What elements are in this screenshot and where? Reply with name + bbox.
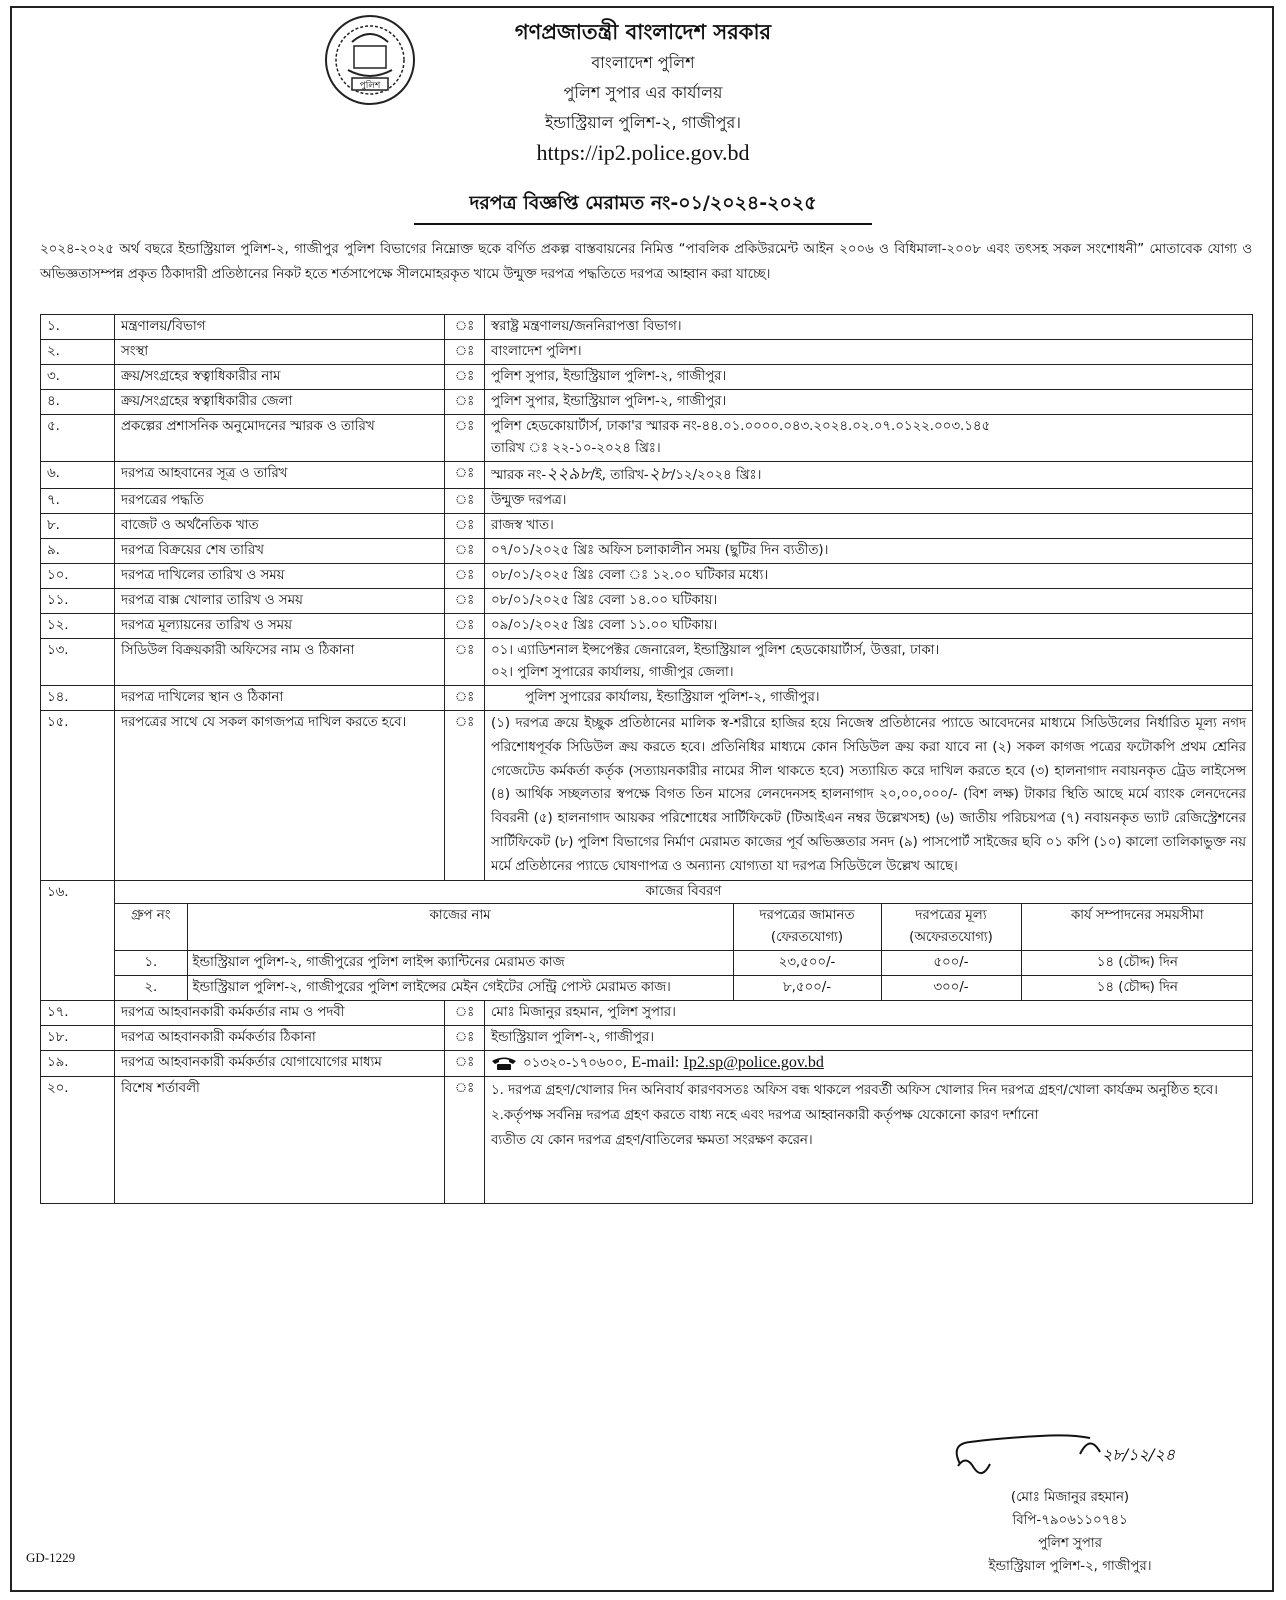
- row-value: উন্মুক্ত দরপত্র।: [485, 489, 1253, 514]
- works-name: ইন্ডাস্ট্রিয়াল পুলিশ-২, গাজীপুরের পুলিশ লাইন্স ক্যান্টিনের মেরামত কাজ: [187, 950, 733, 975]
- row-value: ০৮/০১/২০২৫ খ্রিঃ বেলা ১৪.০০ ঘটিকায়।: [485, 589, 1253, 614]
- tender-table: [40, 314, 1253, 1204]
- table-row: [41, 564, 1253, 589]
- row-label: বাজেট ও অর্থনৈতিক খাত: [115, 514, 445, 539]
- works-row: [115, 950, 1253, 975]
- row-number: ৭.: [41, 489, 115, 514]
- row-label: প্রকল্পের প্রশাসনিক অনুমোদনের স্মারক ও তারিখ: [115, 415, 445, 462]
- table-row: [41, 489, 1253, 514]
- works-group: ২.: [115, 975, 187, 1000]
- condition-1: ১. দরপত্র গ্রহণ/খোলার দিন অনিবার্য কারণবসতঃ অফিস বন্ধ থাকলে পরবর্তী অফিস খোলার দিন দরপত্র গ্রহণ/খোলা কার্যক্রম অনুষ্ঠিত হবে।: [491, 1082, 1218, 1098]
- table-row: [41, 340, 1253, 365]
- row-colon: ঃ: [445, 489, 485, 514]
- row-colon: ঃ: [445, 589, 485, 614]
- table-row: [41, 1076, 1253, 1203]
- table-row: [41, 589, 1253, 614]
- row-label: দরপত্র আহবানকারী কর্মকর্তার যোগাযোগের মাধ্যম: [115, 1050, 445, 1076]
- row-colon: ঃ: [445, 711, 485, 881]
- row-number: ১৪.: [41, 686, 115, 711]
- row-value: [485, 639, 1253, 686]
- row-value: পুলিশ সুপার, ইন্ডাস্ট্রিয়াল পুলিশ-২, গাজীপুর।: [485, 365, 1253, 390]
- row-value: স্বরাষ্ট্র মন্ত্রণালয়/জননিরাপত্তা বিভাগ।: [485, 315, 1253, 340]
- row-value: ইন্ডাস্ট্রিয়াল পুলিশ-২, গাজীপুর।: [485, 1025, 1253, 1050]
- row-value: ০৭/০১/২০২৫ খ্রিঃ অফিস চলাকালীন সময় (ছুটির দিন ব্যতীত)।: [485, 539, 1253, 564]
- row-colon: ঃ: [445, 315, 485, 340]
- works-cell: [115, 880, 1253, 1000]
- works-security: ৮,৫০০/-: [733, 975, 881, 1000]
- approval-memo: পুলিশ হেডকোয়ার্টার্স, ঢাকা'র স্মারক নং-৪৪.০১.০০০০.০৪৩.২০২৪.০২.০৭.০১২২.০০৩.১৪৫: [491, 419, 991, 434]
- row-number: ১১.: [41, 589, 115, 614]
- row-colon: ঃ: [445, 415, 485, 462]
- email-link[interactable]: Ip2.sp@police.gov.bd: [683, 1053, 824, 1071]
- works-price: ৫০০/-: [881, 950, 1021, 975]
- row-label: বিশেষ শর্তাবলী: [115, 1076, 445, 1203]
- row-colon: ঃ: [445, 1025, 485, 1050]
- works-header: দরপত্রের জামানত (ফেরতযোগ্য): [733, 904, 881, 951]
- row-colon: ঃ: [445, 1050, 485, 1076]
- works-header-row: [115, 904, 1253, 951]
- row-number: ৬.: [41, 462, 115, 489]
- row-value: মোঃ মিজানুর রহমান, পুলিশ সুপার।: [485, 1000, 1253, 1025]
- header-government: গণপ্রজাতন্ত্রী বাংলাদেশ সরকার: [514, 20, 772, 44]
- works-header: দরপত্রের মূল্য (অফেরতযোগ্য): [881, 904, 1021, 951]
- handwritten-day: ২৮: [648, 464, 671, 484]
- works-group: ১.: [115, 950, 187, 975]
- works-duration: ১৪ (চৌদ্দ) দিন: [1021, 975, 1253, 1000]
- row-colon: ঃ: [445, 365, 485, 390]
- row-colon: ঃ: [445, 1000, 485, 1025]
- row-label: ক্রয়/সংগ্রহের স্বত্বাধিকারীর নাম: [115, 365, 445, 390]
- row-number: ১৩.: [41, 639, 115, 686]
- telephone-icon: [491, 1056, 517, 1070]
- row-label: সিডিউল বিক্রয়কারী অফিসের নাম ও ঠিকানা: [115, 639, 445, 686]
- table-row: [41, 315, 1253, 340]
- row-colon: ঃ: [445, 539, 485, 564]
- row-label: দরপত্রের পদ্ধতি: [115, 489, 445, 514]
- works-table: [115, 904, 1253, 1000]
- row-colon: ঃ: [445, 514, 485, 539]
- schedule-office-1: ০১। এ্যাডিশনাল ইন্সপেক্টর জেনারেল, ইন্ডাস্ট্রিয়াল পুলিশ হেডকোয়ার্টার্স, উত্তরা, ঢাকা।: [491, 643, 940, 658]
- row-colon: ঃ: [445, 564, 485, 589]
- header-unit: ইন্ডাস্ট্রিয়াল পুলিশ-২, গাজীপুর।: [544, 113, 742, 132]
- signatory-name: (মোঃ মিজানুর রহমান): [1010, 1490, 1130, 1505]
- row-label: দরপত্রের সাথে যে সকল কাগজপত্র দাখিল করতে হবে।: [115, 711, 445, 881]
- memo-middle: /ই, তারিখ-: [590, 468, 649, 483]
- row-number: ১০.: [41, 564, 115, 589]
- condition-3: ব্যতীত যে কোন দরপত্র গ্রহণ/বাতিলের ক্ষমতা সংরক্ষণ করেন।: [491, 1132, 813, 1148]
- row-value: ০৯/০১/২০২৫ খ্রিঃ বেলা ১১.০০ ঘটিকায়।: [485, 614, 1253, 639]
- row-value: [485, 415, 1253, 462]
- row-label: সংস্থা: [115, 340, 445, 365]
- row-number: ১৯.: [41, 1050, 115, 1076]
- header-police: বাংলাদেশ পুলিশ: [591, 53, 695, 72]
- row-number: ৮.: [41, 514, 115, 539]
- memo-prefix: স্মারক নং-: [491, 468, 547, 483]
- svg-text:পুলিশ: পুলিশ: [359, 81, 381, 91]
- row-number: ৩.: [41, 365, 115, 390]
- table-row: [41, 365, 1253, 390]
- row-colon: ঃ: [445, 639, 485, 686]
- row-value: রাজস্ব খাত।: [485, 514, 1253, 539]
- table-row: [41, 539, 1253, 564]
- row-label: দরপত্র দাখিলের স্থান ও ঠিকানা: [115, 686, 445, 711]
- row-label: ক্রয়/সংগ্রহের স্বত্বাধিকারীর জেলা: [115, 390, 445, 415]
- handwritten-signature: [930, 1424, 1180, 1486]
- row-value: বাংলাদেশ পুলিশ।: [485, 340, 1253, 365]
- signatory-designation: পুলিশ সুপার: [1038, 1536, 1102, 1551]
- row-label: দরপত্র আহবানকারী কর্মকর্তার ঠিকানা: [115, 1025, 445, 1050]
- row-colon: ঃ: [445, 1076, 485, 1203]
- row-label: দরপত্র মূল্যায়নের তারিখ ও সময়: [115, 614, 445, 639]
- table-row: [41, 390, 1253, 415]
- row-value: ০৮/০১/২০২৫ খ্রিঃ বেলা ঃ ১২.০০ ঘটিকার মধ্যে।: [485, 564, 1253, 589]
- works-name: ইন্ডাস্ট্রিয়াল পুলিশ-২, গাজীপুরের পুলিশ লাইন্সের মেইন গেইটের সেন্ট্রি পোস্ট মেরামত কাজ।: [187, 975, 733, 1000]
- row-number: ১৮.: [41, 1025, 115, 1050]
- row-number: ৫.: [41, 415, 115, 462]
- row-value: (১) দরপত্র ক্রয়ে ইচ্ছুক প্রতিষ্ঠানের মালিক স্ব-শরীরে হাজির হয়ে নিজেস্ব প্রতিষ্ঠানের প্যাডে আবেদনের মাধ্যমে সিডিউলের নির্ধারিত মূল্য নগদ পরিশোধপূর্বক সিডিউল ক্রয় করতে হবে। প্রতিনিধির মাধ্যমে কোন সিডিউল ক্রয় করা যাবে না (২) সকল কাগজ পত্রের ফটোকপি প্রথম শ্রেনির গেজেটেড কর্মকর্তা কর্তৃক (সত্যায়নকারীর নামের সীল থাকতে হবে) সত্যায়িত করে দাখিল করতে হবে (৩) হালনাগাদ নবায়নকৃত ট্রেড লাইসেন্স (৪) আর্থিক সচ্ছলতার স্বপক্ষে বিগত তিন মাসের লেনদেনসহ হালনাগাদ ২০,০০,০০০/- (বিশ লক্ষ) টাকার স্থিতি আছে মর্মে ব্যাংক লেনদেনের বিবরনী (৫) হালনাগাদ আয়কর পরিশোধের সার্টিফিকেট (টিআইএন নম্বর উল্লেখসহ) (৬) জাতীয় পরিচয়পত্র (৭) নবায়নকৃত ভ্যাট রেজিস্ট্রেশনের সার্টিফিকেট (৮) পুলিশ বিভাগের নির্মাণ মেরামত কাজের পূর্ব অভিজ্ঞতার সনদ (৯) পাসপোর্ট সাইজের ছবি ০১ কপি (১০) কালো তালিকাভুক্ত নয় মর্মে প্রতিষ্ঠানের প্যাডে ঘোষণাপত্র ও অন্যান্য যোগ্যতা যা দরপত্র সিডিউলে উল্লেখ আছে।: [485, 711, 1253, 881]
- row-number: ১৬.: [41, 880, 115, 1000]
- row-value: [485, 1050, 1253, 1076]
- schedule-office-2: ০২। পুলিশ সুপারের কার্যালয়, গাজীপুর জেলা।: [491, 665, 734, 680]
- row-label: দরপত্র বিক্রয়ের শেষ তারিখ: [115, 539, 445, 564]
- works-security: ২৩,৫০০/-: [733, 950, 881, 975]
- phone-number: ০১৩২০-১৭০৬০০,: [523, 1055, 628, 1071]
- row-number: ১.: [41, 315, 115, 340]
- row-label: দরপত্র দাখিলের তারিখ ও সময়: [115, 564, 445, 589]
- works-header: গ্রুপ নং: [115, 904, 187, 951]
- table-row: [41, 415, 1253, 462]
- row-number: ৪.: [41, 390, 115, 415]
- table-row: [41, 686, 1253, 711]
- row-colon: ঃ: [445, 686, 485, 711]
- works-header: কাজের নাম: [187, 904, 733, 951]
- table-row: [41, 462, 1253, 489]
- table-row: [41, 711, 1253, 881]
- row-colon: ঃ: [445, 462, 485, 489]
- row-label: দরপত্র আহবানের সূত্র ও তারিখ: [115, 462, 445, 489]
- table-row: [41, 1000, 1253, 1025]
- memo-suffix: /১২/২০২৪ খ্রিঃ।: [670, 468, 762, 483]
- notice-title: দরপত্র বিজ্ঞপ্তি মেরামত নং-০১/২০২৪-২০২৫: [414, 189, 872, 225]
- row-number: ১৭.: [41, 1000, 115, 1025]
- svg-text:২৮/১২/২৪: ২৮/১২/২৪: [1102, 1445, 1176, 1464]
- row-label: দরপত্র আহবানকারী কর্মকর্তার নাম ও পদবী: [115, 1000, 445, 1025]
- row-colon: ঃ: [445, 390, 485, 415]
- footer-code: GD-1229: [26, 1550, 76, 1565]
- email-label: E-mail:: [631, 1053, 680, 1071]
- approval-date: তারিখ ঃ ২২-১০-২০২৪ খ্রিঃ।: [491, 441, 661, 456]
- works-header: কার্য সম্পাদনের সময়সীমা: [1021, 904, 1253, 951]
- row-number: ২.: [41, 340, 115, 365]
- header-website-link[interactable]: https://ip2.police.gov.bd: [536, 140, 750, 165]
- works-row: [115, 975, 1253, 1000]
- row-value: পুলিশ সুপারের কার্যালয়, ইন্ডাস্ট্রিয়াল পুলিশ-২, গাজীপুর।: [485, 686, 1253, 711]
- signature-block: [900, 1486, 1240, 1578]
- row-number: ১২.: [41, 614, 115, 639]
- table-row: [41, 639, 1253, 686]
- table-row: [41, 1050, 1253, 1076]
- signatory-office: ইন্ডাস্ট্রিয়াল পুলিশ-২, গাজীপুর।: [988, 1559, 1152, 1574]
- intro-paragraph: ২০২৪-২০২৫ অর্থ বছরে ইন্ডাস্ট্রিয়াল পুলিশ-২, গাজীপুর পুলিশ বিভাগের নিম্নোক্ত ছকে বর্ণিত প্রকল্প বাস্তবায়নের নিমিত্ত “পাবলিক প্রকিউরমেন্ট আইন ২০০৬ ও বিধিমালা-২০০৮ এবং তৎসহ সকল সংশোধনী” মোতাবেক যোগ্য ও অভিজ্ঞতাসম্পন্ন প্রকৃত ঠিকাদারী প্রতিষ্ঠানের নিকট হতে শর্তসাপেক্ষে সীলমোহরকৃত খামে উন্মুক্ত দরপত্র পদ্ধতিতে দরপত্র আহ্বান করা যাচ্ছে।: [40, 242, 1252, 282]
- table-row: [41, 614, 1253, 639]
- row-colon: ঃ: [445, 340, 485, 365]
- row-label: দরপত্র বাক্স খোলার তারিখ ও সময়: [115, 589, 445, 614]
- row-label: মন্ত্রণালয়/বিভাগ: [115, 315, 445, 340]
- table-row: [41, 514, 1253, 539]
- row-colon: ঃ: [445, 614, 485, 639]
- header-office: পুলিশ সুপার এর কার্যালয়: [563, 83, 723, 102]
- handwritten-memo-number: ২২৯৮: [546, 464, 591, 484]
- row-number: ২০.: [41, 1076, 115, 1203]
- table-row: [41, 880, 1253, 1000]
- works-price: ৩০০/-: [881, 975, 1021, 1000]
- row-number: ৯.: [41, 539, 115, 564]
- row-number: ১৫.: [41, 711, 115, 881]
- works-duration: ১৪ (চৌদ্দ) দিন: [1021, 950, 1253, 975]
- row-value: [485, 462, 1253, 489]
- works-heading: কাজের বিবরণ: [115, 881, 1252, 904]
- row-value: [485, 1076, 1253, 1203]
- table-row: [41, 1025, 1253, 1050]
- row-value: পুলিশ সুপার, ইন্ডাস্ট্রিয়াল পুলিশ-২, গাজীপুর।: [485, 390, 1253, 415]
- signatory-bp-number: বিপি-৭৯০৬১১০৭৪১: [1012, 1513, 1128, 1528]
- condition-2: ২.কর্তৃপক্ষ সর্বনিম্ন দরপত্র গ্রহণ করতে বাধ্য নহে এবং দরপত্র আহ্বানকারী কর্তৃপক্ষ যেকোনো কারণ দর্শানো: [491, 1107, 1039, 1123]
